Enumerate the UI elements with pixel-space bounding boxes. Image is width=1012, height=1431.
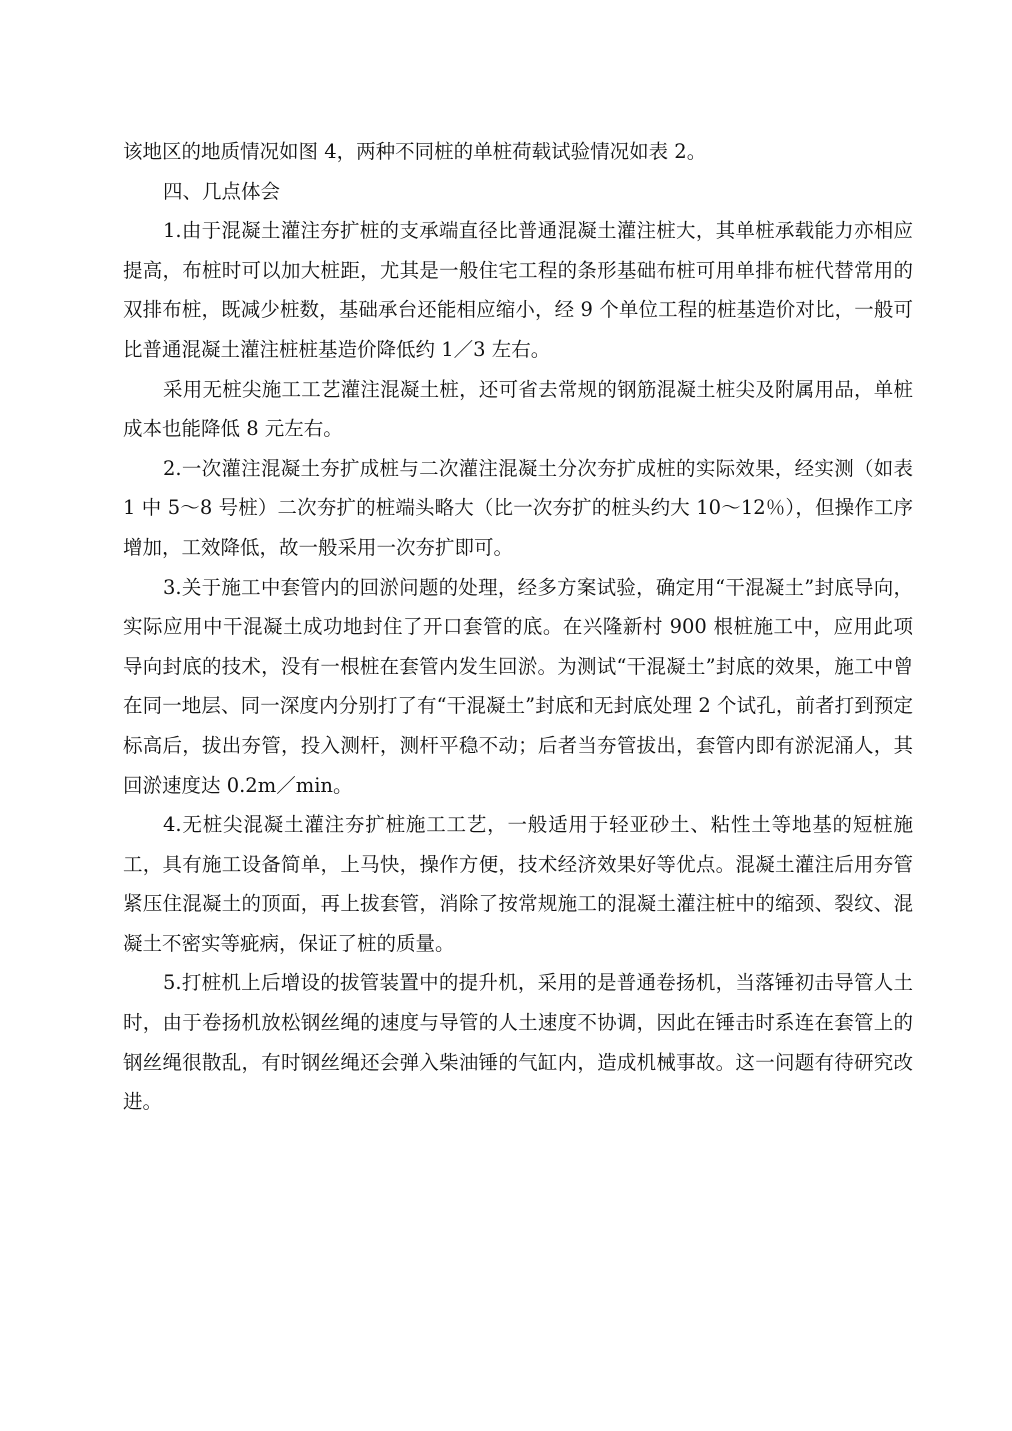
paragraph-geology-intro: 该地区的地质情况如图 4，两种不同桩的单桩荷载试验情况如表 2。 <box>123 140 707 163</box>
section-heading-experiences: 四、几点体会 <box>163 179 281 203</box>
paragraph-point-1: 1.由于混凝土灌注夯扩桩的支承端直径比普通混凝土灌注桩大，其单桩承载能力亦相应提高，布桩时可以加大桩距，尤其是一般住宅工程的条形基础布桩可用单排布桩代替常用的双排布桩，既减少桩数，基础承台还能相应缩小，经 9 个单位工程的桩基造价对比，一般可比普通混凝土灌注桩桩基造价降低约 1／3 左右。 <box>123 219 913 361</box>
paragraph-point-2: 2.一次灌注混凝土夯扩成桩与二次灌注混凝土分次夯扩成桩的实际效果，经实测（如表 1 中 5～8 号桩）二次夯扩的桩端头略大（比一次夯扩的桩头约大 10～12％），但操作工序增加，工效降低，故一般采用一次夯扩即可。 <box>123 456 913 559</box>
document-page <box>123 132 913 1122</box>
paragraph-point-4: 4.无桩尖混凝土灌注夯扩桩施工工艺，一般适用于轻亚砂土、粘性土等地基的短桩施工，具有施工设备简单，上马快，操作方便，技术经济效果好等优点。混凝土灌注后用夯管紧压住混凝土的顶面，再上拔套管，消除了按常规施工的混凝土灌注桩中的缩颈、裂纹、混凝土不密实等疵病，保证了桩的质量。 <box>123 813 913 955</box>
paragraph-point-3: 3.关于施工中套管内的回淤问题的处理，经多方案试验，确定用“干混凝土”封底导向，实际应用中干混凝土成功地封住了开口套管的底。在兴隆新村 900 根桩施工中，应用此项导向封底的技术，没有一根桩在套管内发生回淤。为测试“干混凝土”封底的效果，施工中曾在同一地层、同一深度内分别打了有“干混凝土”封底和无封底处理 2 个试孔，前者打到预定标高后，拔出夯管，投入测杆，测杆平稳不动；后者当夯管拔出，套管内即有淤泥涌人，其回淤速度达 0.2m／min。 <box>123 575 913 797</box>
paragraph-point-1-supplement: 采用无桩尖施工工艺灌注混凝土桩，还可省去常规的钢筋混凝土桩尖及附属用品，单桩成本也能降低 8 元左右。 <box>123 377 913 441</box>
paragraph-point-5: 5.打桩机上后增设的拔管装置中的提升机，采用的是普通卷扬机，当落锤初击导管人土时，由于卷扬机放松钢丝绳的速度与导管的人土速度不协调，因此在锤击时系连在套管上的钢丝绳很散乱，有时钢丝绳还会弹入柴油锤的气缸内，造成机械事故。这一问题有待研究改进。 <box>123 971 913 1114</box>
